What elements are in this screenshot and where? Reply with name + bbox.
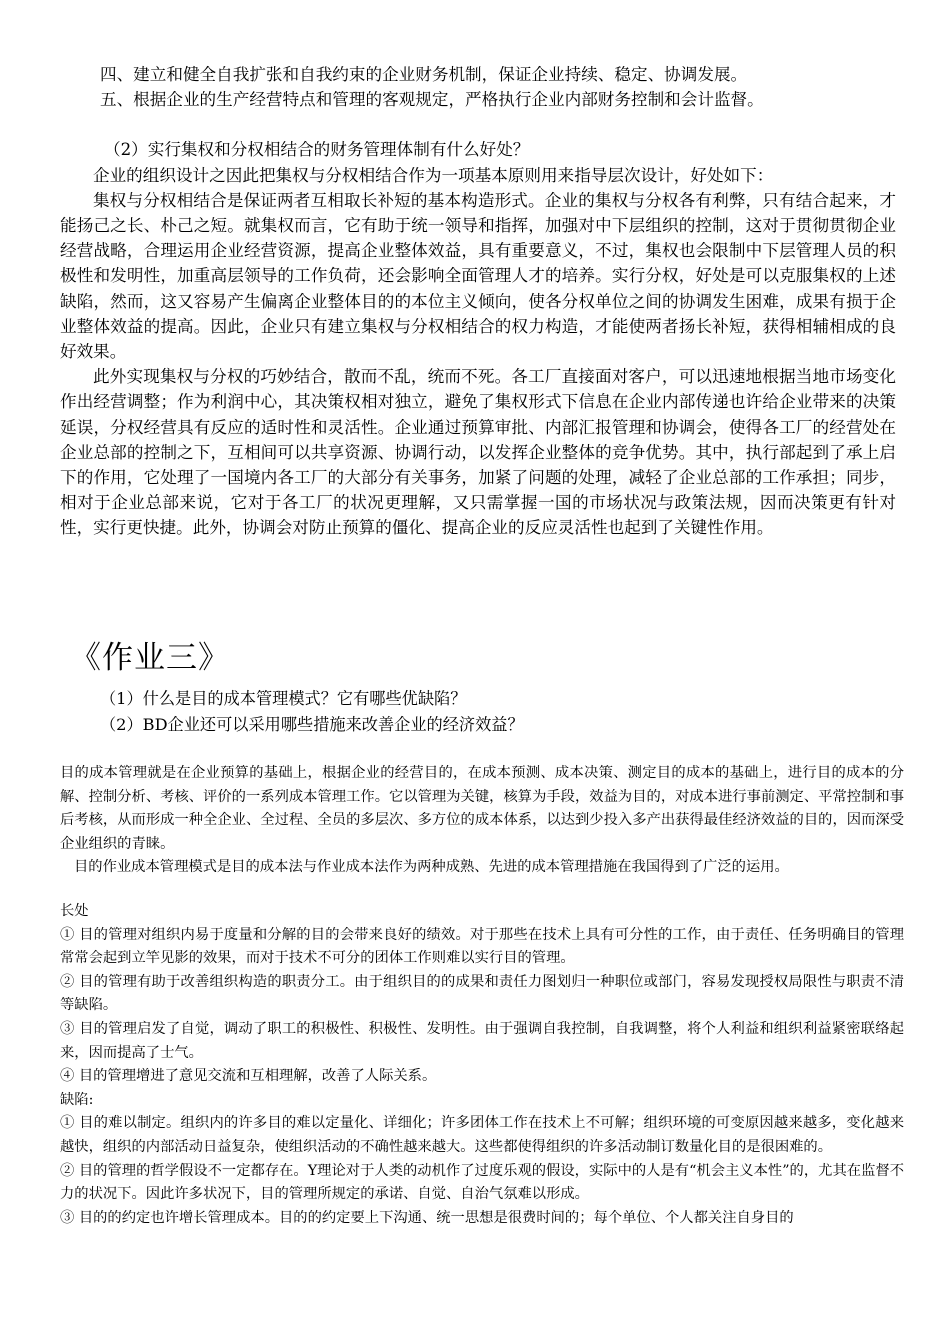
blank-line bbox=[60, 112, 896, 137]
cons-item: ② 目的管理的哲学假设不一定都存在。Y理论对于人类的动机作了过度乐观的假设，实际中的人是有“机会主义本性”的，尤其在监督不力的状况下。因此许多状况下，目的管理所规定的承诺、自觉、自治气氛难以形成。 bbox=[60, 1162, 904, 1203]
definition-paragraph: 目的成本管理就是在企业预算的基础上，根据企业的经营目的，在成本预测、成本决策、测定目的成本的基础上，进行目的成本的分解、控制分析、考核、评价的一系列成本管理工作。它以管理为关键，核算为手段，效益为目的，对成本进行事前测定、平常控制和事后考核，从而形成一种全企业、全过程、全员的多层次、多方位的成本体系，以达到少投入多产出获得最佳经济效益的目的，因而深受企业组织的青睐。 bbox=[60, 765, 904, 852]
cons-item: ③ 目的的约定也许增长管理成本。目的的约定要上下沟通、统一思想是很费时间的；每个单位、个人都关注自身目的 bbox=[60, 1209, 794, 1226]
pros-title: 长处 bbox=[60, 902, 89, 919]
question-list bbox=[100, 686, 524, 738]
question-2: （2）实行集权和分权相结合的财务管理体制有什么好处？ bbox=[104, 140, 530, 160]
pros-item: ③ 目的管理启发了自觉，调动了职工的积极性、积极性、发明性。由于强调自我控制，自我调整，将个人利益和组织利益紧密联络起来，因而提高了士气。 bbox=[60, 1020, 904, 1061]
paragraph-centralization: 集权与分权相结合是保证两者互相取长补短的基本构造形式。企业的集权与分权各有利弊，只有结合起来，才能扬己之长、朴己之短。就集权而言，它有助于统一领导和指挥，加强对中下层组织的控制，这对于贯彻贯彻企业经营战略，合理运用企业经营资源，提高企业整体效益，具有重要意义，不过，集权也会限制中下层管理人员的积极性和发明性，加重高层领导的工作负荷，还会影响全面管理人才的培养。实行分权，好处是可以克服集权的上述缺陷，然而，这又容易产生偏离企业整体目的的本位主义倾向，使各分权单位之间的协调发生困难，成果有损于企业整体效益的提高。因此，企业只有建立集权与分权相结合的权力构造，才能使两者扬长补短，获得相辅相成的良好效果。 bbox=[60, 190, 896, 362]
section-1 bbox=[60, 62, 896, 541]
question-item: （2）BD企业还可以采用哪些措施来改善企业的经济效益？ bbox=[100, 715, 524, 734]
definition-paragraph-2: 目的作业成本管理模式是目的成本法与作业成本法作为两种成熟、先进的成本管理措施在我国得到了广泛的运用。 bbox=[74, 859, 789, 876]
intro-paragraph: 企业的组织设计之因此把集权与分权相结合作为一项基本原则用来指导层次设计，好处如下： bbox=[93, 165, 774, 185]
assignment-heading: 《作业三》 bbox=[70, 640, 230, 676]
pros-item: ① 目的管理对组织内易于度量和分解的目的会带来良好的绩效。对于那些在技术上具有可分性的工作，由于责任、任务明确目的管理常常会起到立竿见影的效果，而对于技术不可分的团体工作则难以实行目的管理。 bbox=[60, 926, 904, 967]
cons-title: 缺陷: bbox=[60, 1091, 94, 1108]
list-item-5: 五、根据企业的生产经营特点和管理的客观规定，严格执行企业内部财务控制和会计监督。 bbox=[100, 90, 764, 110]
cons-item: ① 目的难以制定。组织内的许多目的难以定量化、详细化；许多团体工作在技术上不可解；组织环境的可变原因越来越多，变化越来越快，组织的内部活动日益复杂，使组织活动的不确性越来越大。这些都使得组织的许多活动制订数量化目的是很困难的。 bbox=[60, 1115, 904, 1155]
pros-item: ② 目的管理有助于改善组织构造的职责分工。由于组织目的的成果和责任力图划归一种职位或部门，容易发现授权局限性与职责不清等缺陷。 bbox=[60, 973, 904, 1014]
section-2 bbox=[60, 762, 904, 1230]
paragraph-combination: 此外实现集权与分权的巧妙结合，散而不乱，统而不死。各工厂直接面对客户，可以迅速地根据当地市场变化作出经营调整；作为利润中心，其决策权相对独立，避免了集权形式下信息在企业内部传递也许给企业带来的决策延误，分权经营具有反应的适时性和灵活性。企业通过预算审批、内部汇报管理和协调会，使得各工厂的经营处在企业总部的控制之下，互相间可以共享资源、协调行动，以发挥企业整体的竞争优势。其中，执行部起到了承上启下的作用，它处理了一国境内各工厂的大部分有关事务，加紧了问题的处理，减轻了企业总部的工作承担；同步，相对于企业总部来说，它对于各工厂的状况更理解，又只需掌握一国的市场状况与政策法规，因而决策更有针对性，实行更快捷。此外，协调会对防止预算的僵化、提高企业的反应灵活性也起到了关键性作用。 bbox=[60, 367, 896, 538]
question-item: （1）什么是目的成本管理模式？它有哪些优缺陷？ bbox=[100, 689, 467, 708]
list-item-4: 四、建立和健全自我扩张和自我约束的企业财务机制，保证企业持续、稳定、协调发展。 bbox=[100, 65, 748, 84]
blank-line bbox=[60, 880, 904, 900]
pros-item: ④ 目的管理增进了意见交流和互相理解，改善了人际关系。 bbox=[60, 1068, 437, 1085]
